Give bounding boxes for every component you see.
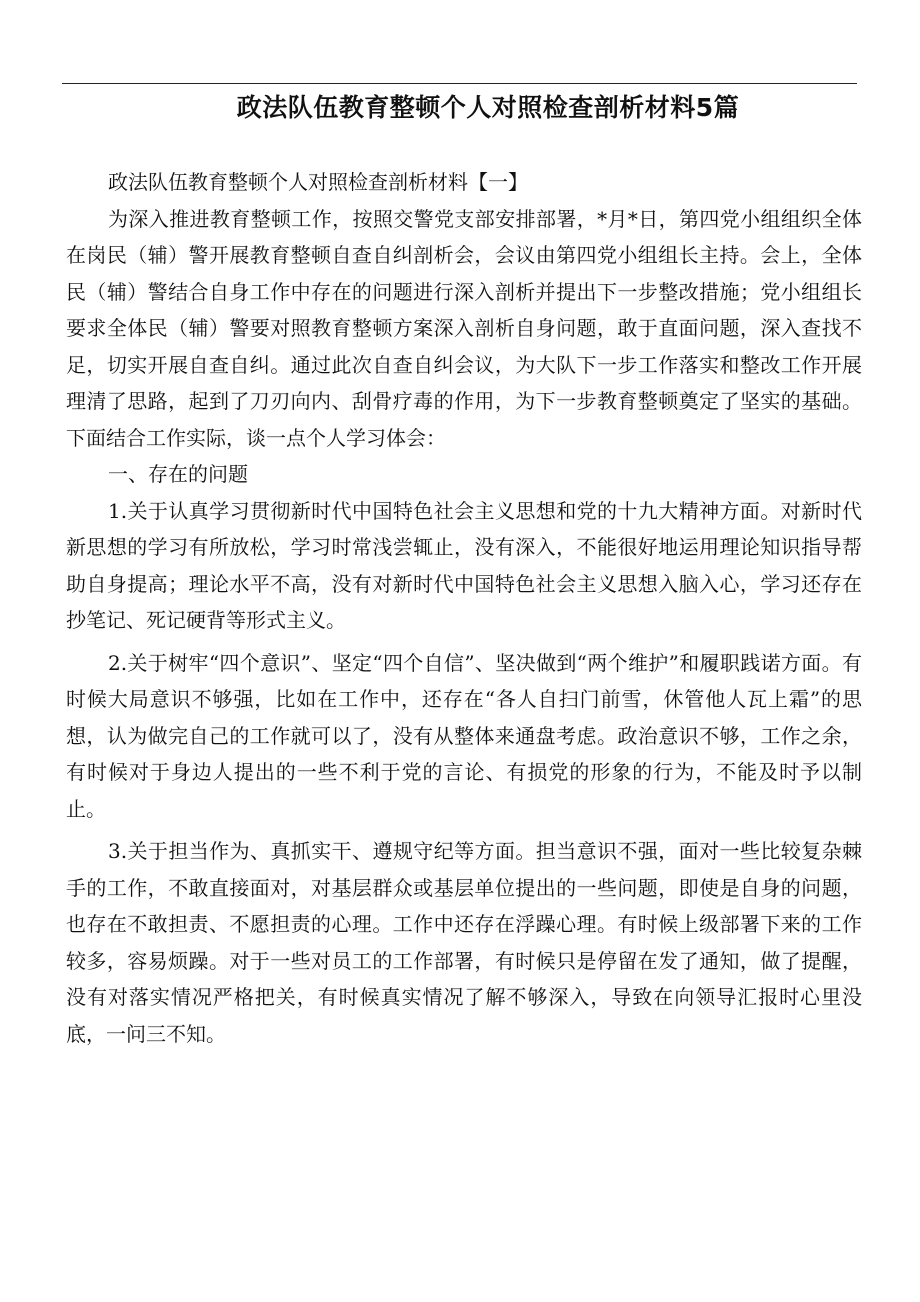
section-heading: 政法队伍教育整顿个人对照检查剖析材料【一】 [108,170,528,194]
intro-paragraph: 为深入推进教育整顿工作，按照交警党支部安排部署，*月*日，第四党小组组织全体在岗民（辅）警开展教育整顿自查自纠剖析会，会议由第四党小组组长主持。会上，全体民（辅）警结合自身工作中存在的问题进行深入剖析并提出下一步整改措施；党小组组长要求全体民（辅）警要对照教育整顿方案深入剖析自身问题，敢于直面问题，深入查找不足，切实开展自查自纠。通过此次自查自纠会议，为大队下一步工作落实和整改工作开展理清了思路，起到了刀刃向内、刮骨疗毒的作用，为下一步教育整顿奠定了坚实的基础。下面结合工作实际，谈一点个人学习体会： [66,206,862,450]
document-title: 政法队伍教育整顿个人对照检查剖析材料5篇 [236,93,740,122]
problems-heading: 一、存在的问题 [108,462,248,486]
problem-paragraph-3: 3.关于担当作为、真抓实干、遵规守纪等方面。担当意识不强，面对一些比较复杂棘手的工作，不敢直接面对，对基层群众或基层单位提出的一些问题，即使是自身的问题，也存在不敢担责、不愿担责的心理。工作中还存在浮躁心理。有时候上级部署下来的工作较多，容易烦躁。对于一些对员工的工作部署，有时候只是停留在发了通知，做了提醒，没有对落实情况严格把关，有时候真实情况了解不够深入，导致在向领导汇报时心里没底，一问三不知。 [66,839,862,1046]
problem-paragraph-2: 2.关于树牢“四个意识”、坚定“四个自信”、坚决做到“两个维护”和履职践诺方面。有时候大局意识不够强，比如在工作中，还存在“各人自扫门前雪，休管他人瓦上霜”的思想，认为做完自己的工作就可以了，没有从整体来通盘考虑。政治意识不够，工作之余，有时候对于身边人提出的一些不利于党的言论、有损党的形象的行为，不能及时予以制止。 [66,650,862,821]
header-rule [62,83,857,84]
problem-paragraph-1: 1.关于认真学习贯彻新时代中国特色社会主义思想和党的十九大精神方面。对新时代新思想的学习有所放松，学习时常浅尝辄止，没有深入，不能很好地运用理论知识指导帮助自身提高；理论水平不高，没有对新时代中国特色社会主义思想入脑入心，学习还存在抄笔记、死记硬背等形式主义。 [66,498,862,632]
document-body [66,150,862,1052]
